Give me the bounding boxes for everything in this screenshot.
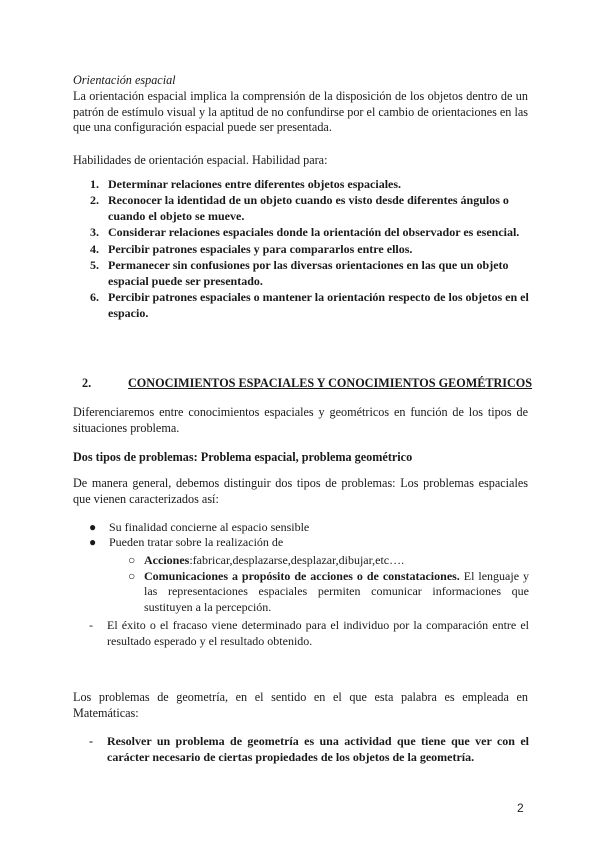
bullet-icon: ● [89, 535, 97, 550]
ability-item: 5. Permanecer sin confusiones por las diversas orientaciones en las que un objeto espacial puede ser presentado. [90, 258, 509, 288]
list-item: ○ Comunicaciones a propósito de acciones o de constataciones. El lenguaje y las representaciones espaciales permiten comunicar informaciones que sustituyen a la percepción. [128, 568, 529, 614]
ability-item: 6. Percibir patrones espaciales o mantener la orientación respecto de los objetos en el espacio. [90, 290, 529, 320]
orientation-body: La orientación espacial implica la comprensión de la disposición de los objetos dentro de un patrón de estímulo visual y la aptitud de no confundirse por el cambio de orientaciones en las que una configuración espacial puede ser presentada. [73, 89, 528, 135]
geometry-intro: Los problemas de geometría, en el sentido en el que esta palabra es empleada en Matemáticas: [73, 690, 528, 720]
list-item: ● Pueden tratar sobre la realización de [89, 535, 284, 550]
general-paragraph: De manera general, debemos distinguir dos tipos de problemas: Los problemas espaciales que vienen caracterizados así: [73, 476, 528, 506]
list-item: ○ Acciones:fabricar,desplazarse,desplazar,dibujar,etc…. [128, 553, 405, 567]
dash-bullet-icon: - [89, 618, 93, 632]
sub-list [128, 553, 529, 615]
geometry-list [89, 734, 529, 765]
section-heading: 2. CONOCIMIENTOS ESPACIALES Y CONOCIMIENTOS GEOMÉTRICOS [82, 376, 533, 390]
orientation-heading: Orientación espacial [73, 73, 176, 87]
dash-list [89, 618, 529, 649]
abilities-list [74, 177, 530, 322]
ability-item: 1. Determinar relaciones entre diferentes objetos espaciales. [90, 177, 402, 191]
bullet-list [89, 520, 529, 551]
list-item: - El éxito o el fracaso viene determinado para el individuo por la comparación entre el resultado esperado y el resultado obtenido. [89, 618, 529, 648]
section-title: CONOCIMIENTOS ESPACIALES Y CONOCIMIENTOS GEOMÉTRICOS [128, 376, 533, 390]
ability-item: 4. Percibir patrones espaciales y para compararlos entre ellos. [90, 241, 413, 256]
dash-bullet-icon: - [89, 734, 93, 748]
page-number: 2 [517, 801, 524, 815]
section-intro: Diferenciaremos entre conocimientos espaciales y geométricos en función de los tipos de situaciones problema. [73, 405, 528, 435]
circle-bullet-icon: ○ [128, 553, 136, 567]
circle-bullet-icon: ○ [128, 568, 136, 583]
bullet-icon: ● [89, 520, 97, 534]
problems-subheading: Dos tipos de problemas: Problema espacial, problema geométrico [73, 450, 413, 464]
ability-item: 3. Considerar relaciones espaciales donde la orientación del observador es esencial. [90, 225, 520, 240]
abilities-intro: Habilidades de orientación espacial. Habilidad para: [73, 153, 328, 167]
list-item: - Resolver un problema de geometría es una actividad que tiene que ver con el carácter necesario de ciertas propiedades de los objetos de la geometría. [89, 734, 529, 764]
ability-item: 2. Reconocer la identidad de un objeto cuando es visto desde diferentes ángulos o cuando el objeto se mueve. [90, 193, 509, 223]
list-item: ● Su finalidad concierne al espacio sensible [89, 520, 310, 534]
